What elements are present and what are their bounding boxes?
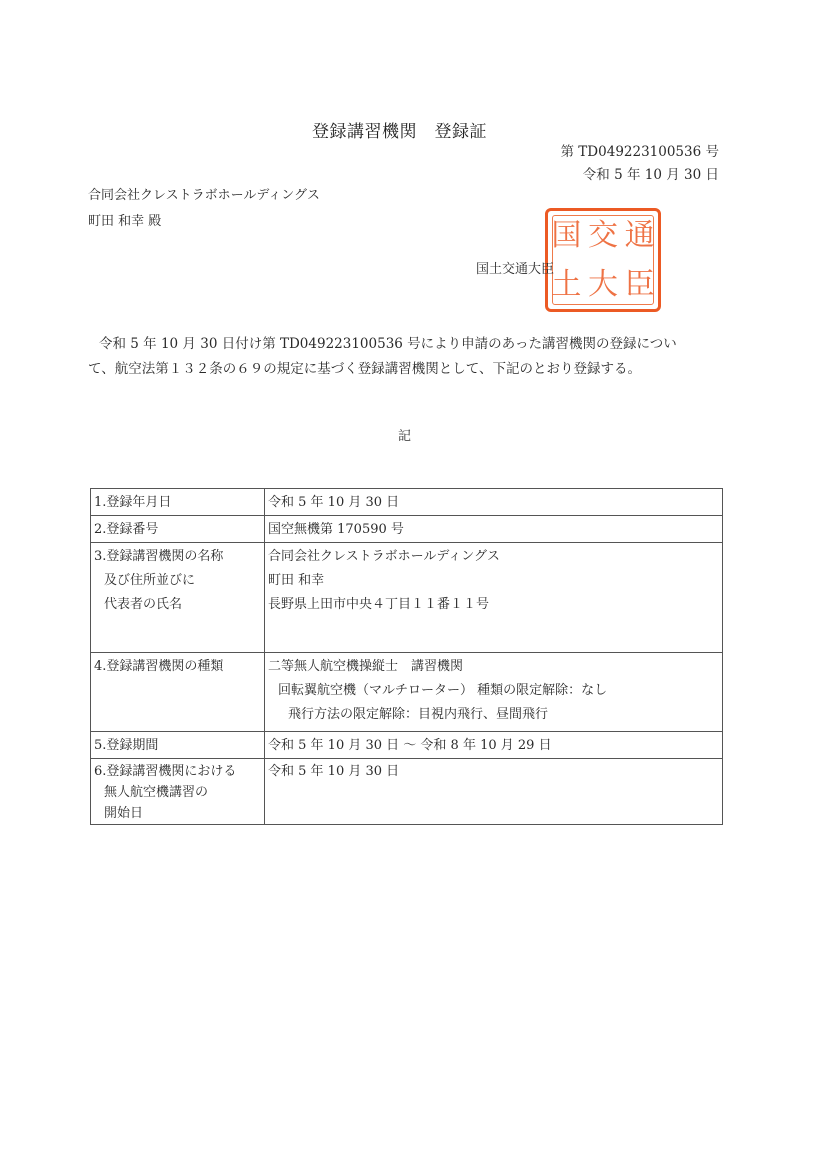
label-text: 代表者の氏名 bbox=[104, 597, 183, 612]
row-value bbox=[265, 732, 723, 759]
label-text: 1.登録年月日 bbox=[94, 495, 172, 510]
value-text: 長野県上田市中央４丁目１１番１１号 bbox=[268, 597, 490, 612]
table-row bbox=[91, 732, 723, 759]
table-row bbox=[91, 516, 723, 543]
ki-heading: 記 bbox=[398, 429, 412, 444]
document-title: 登録講習機関 登録証 bbox=[312, 122, 487, 142]
label-text: 6.登録講習機関における bbox=[94, 764, 237, 779]
seal-glyph: 通 bbox=[624, 217, 655, 253]
row-value bbox=[265, 543, 723, 653]
document-number: 第 TD049223100536 号 bbox=[560, 144, 719, 160]
label-text: 4.登録講習機関の種類 bbox=[94, 659, 224, 674]
label-text: 開始日 bbox=[104, 806, 144, 821]
issuer-name: 国土交通大臣 bbox=[476, 262, 555, 277]
seal-glyph: 臣 bbox=[624, 266, 655, 302]
body-line-1: 令和 5 年 10 月 30 日付け第 TD049223100536 号により申請のあった講習機関の登録につい bbox=[99, 336, 677, 352]
label-text: 無人航空機講習の bbox=[104, 785, 209, 800]
label-text: 3.登録講習機関の名称 bbox=[94, 549, 224, 564]
value-text: 国空無機第 170590 号 bbox=[268, 522, 404, 537]
body-line-2: て、航空法第１３２条の６９の規定に基づく登録講習機関として、下記のとおり登録する。 bbox=[88, 361, 641, 377]
value-text: 令和 5 年 10 月 30 日 bbox=[268, 764, 400, 779]
official-seal-icon bbox=[545, 208, 661, 312]
addressee-name: 町田 和幸 殿 bbox=[88, 214, 162, 229]
row-label bbox=[91, 543, 265, 653]
seal-glyph: 大 bbox=[587, 266, 618, 302]
value-text: 回転翼航空機（マルチローター） 種類の限定解除：なし bbox=[278, 683, 608, 698]
value-text: 令和 5 年 10 月 30 日 bbox=[268, 495, 400, 510]
table-row bbox=[91, 653, 723, 732]
seal-glyph: 交 bbox=[587, 217, 618, 253]
seal-glyph: 土 bbox=[551, 266, 582, 302]
value-text: 合同会社クレストラボホールディングス bbox=[268, 549, 500, 564]
registration-details-table bbox=[90, 488, 723, 825]
row-value bbox=[265, 653, 723, 732]
row-label bbox=[91, 516, 265, 543]
value-text: 町田 和幸 bbox=[268, 573, 325, 588]
row-label bbox=[91, 653, 265, 732]
seal-glyphs bbox=[548, 211, 658, 309]
value-text: 二等無人航空機操縦士 講習機関 bbox=[268, 659, 464, 674]
seal-glyph: 国 bbox=[551, 217, 582, 253]
row-value bbox=[265, 759, 723, 825]
value-text: 飛行方法の限定解除：目視内飛行、昼間飛行 bbox=[288, 707, 549, 722]
label-text: 2.登録番号 bbox=[94, 522, 159, 537]
row-value bbox=[265, 516, 723, 543]
label-text: 及び住所並びに bbox=[104, 573, 196, 588]
row-value bbox=[265, 489, 723, 516]
table-row bbox=[91, 543, 723, 653]
row-label bbox=[91, 759, 265, 825]
value-text: 令和 5 年 10 月 30 日 ～ 令和 8 年 10 月 29 日 bbox=[268, 738, 552, 753]
table-row bbox=[91, 759, 723, 825]
row-label bbox=[91, 489, 265, 516]
table-row bbox=[91, 489, 723, 516]
certificate-body bbox=[88, 332, 677, 382]
addressee-organization: 合同会社クレストラボホールディングス bbox=[88, 188, 320, 203]
label-text: 5.登録期間 bbox=[94, 738, 159, 753]
row-label bbox=[91, 732, 265, 759]
document-date: 令和 5 年 10 月 30 日 bbox=[582, 167, 719, 183]
